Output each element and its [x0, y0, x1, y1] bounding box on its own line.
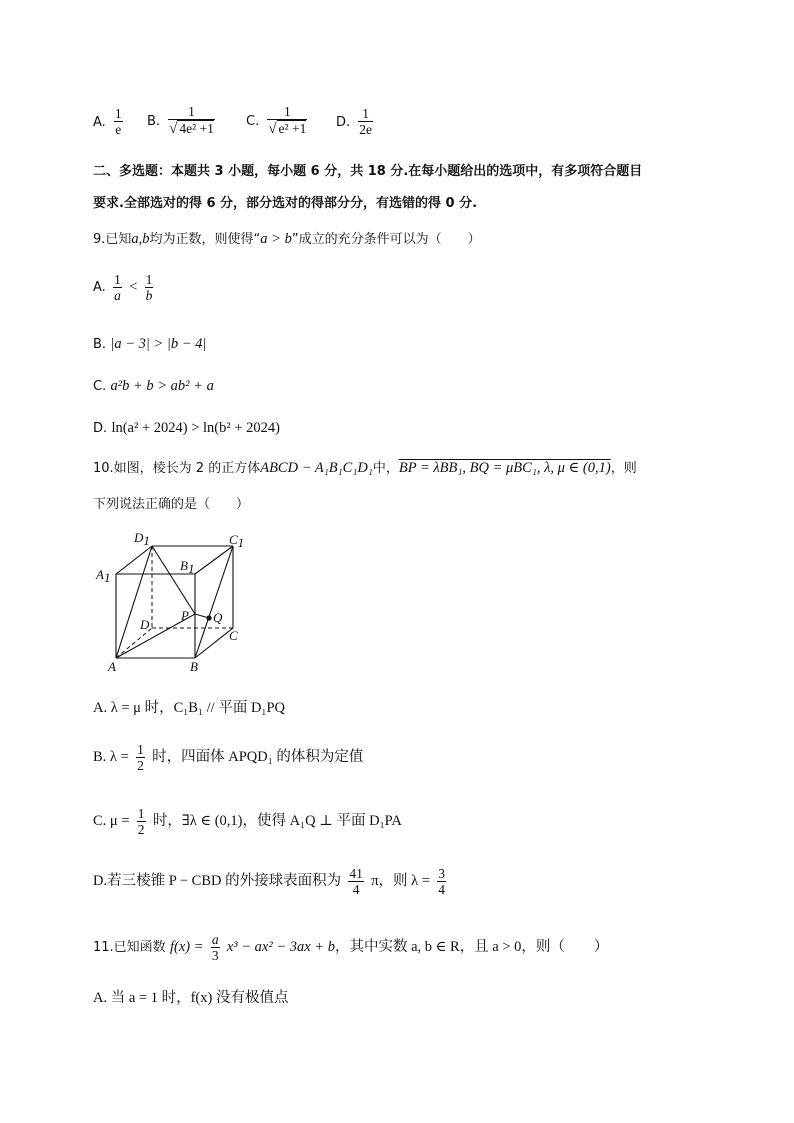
fraction: $\frac{1}{a}$ [114, 272, 121, 303]
q10-option-d: D.若三棱锥 P − CBD 的外接球表面积为 $\frac{41}{4}$ π，则 λ = $\frac{3}{4}$ [93, 866, 446, 897]
q9-option-c: C. a²b + b > ab² + a [93, 378, 214, 394]
q9-stem: 9.已知a,b均为正数，则使得“a > b”成立的充分条件可以为（ ） [93, 231, 481, 247]
fraction: $\frac{1}{\text{√ e² +1}}$ [268, 104, 307, 137]
q8-option-d: D. $\frac{1}{2e}$ [336, 106, 372, 137]
q10-stem-line1: 10.如图，棱长为 2 的正方体ABCD − A₁B₁C₁D₁中，BP = λBB₁, BQ = μBC₁, λ, μ ∈ (0,1)，则 [93, 460, 637, 476]
section-heading-line1: 二、多选题：本题共 3 小题，每小题 6 分，共 18 分.在每小题给出的选项中，有多项符合题目 [93, 164, 643, 179]
fraction: $\frac{1}{2}$ [137, 742, 144, 773]
fraction: $\frac{3}{4}$ [438, 866, 446, 897]
label-d1: D1 [134, 530, 150, 548]
fraction: $\frac{1}{2e}$ [359, 106, 372, 137]
label-a1: A1 [96, 567, 111, 585]
label-q: Q [213, 610, 223, 625]
cube-edges [116, 546, 233, 658]
label-a: A [108, 659, 116, 674]
label-p: P [181, 608, 189, 623]
fraction: $\frac{1}{\text{√ 4e² +1}}$ [169, 104, 214, 137]
label-d: D [140, 617, 150, 632]
q11-option-a: A. 当 a = 1 时，f(x) 没有极值点 [93, 990, 289, 1006]
point-q-dot [206, 615, 211, 620]
q9-option-d: D. ln(a² + 2024) > ln(b² + 2024) [93, 420, 280, 436]
fraction: $\frac{1}{b}$ [145, 272, 153, 303]
q10-option-c: C. μ = $\frac{1}{2}$ 时，∃λ ∈ (0,1)，使得 A₁Q ⊥ 平面 D₁PA [93, 806, 402, 837]
q10-option-a: A. λ = μ 时，C₁B₁ // 平面 D₁PQ [93, 700, 286, 716]
label-b1: B1 [180, 558, 195, 576]
q11-stem: 11.已知函数 f(x) = $\frac{a}{3}$ x³ − ax² − 3ax + b，其中实数 a, b ∈ R，且 a > 0，则（ ） [93, 932, 609, 963]
q8-option-a: A. $\frac{1}{e}$ [93, 106, 122, 137]
q10-option-b: B. λ = $\frac{1}{2}$ 时，四面体 APQD₁ 的体积为定值 [93, 742, 364, 773]
q10-stem-line2: 下列说法正确的是（ ） [93, 497, 250, 512]
label-c1: C1 [229, 532, 245, 550]
fraction: $\frac{a}{3}$ [211, 932, 219, 963]
q8-option-c: C. $\frac{1}{\text{√ e² +1}}$ [246, 104, 307, 137]
fraction: $\frac{41}{4}$ [349, 866, 363, 897]
q9-option-b: B. |a − 3| > |b − 4| [93, 336, 207, 352]
fraction: $\frac{1}{2}$ [137, 806, 145, 837]
fraction: $\frac{1}{e}$ [114, 106, 122, 137]
section-heading-line2: 要求.全部选对的得 6 分，部分选对的得部分分，有选错的得 0 分. [93, 196, 478, 211]
cube-figure [92, 528, 262, 676]
label-c: C [229, 628, 238, 643]
q8-option-b: B. $\frac{1}{\text{√ 4e² +1}}$ [147, 104, 214, 137]
q9-option-a: A. $\frac{1}{a}$ < $\frac{1}{b}$ [93, 272, 153, 303]
label-b: B [190, 659, 198, 674]
